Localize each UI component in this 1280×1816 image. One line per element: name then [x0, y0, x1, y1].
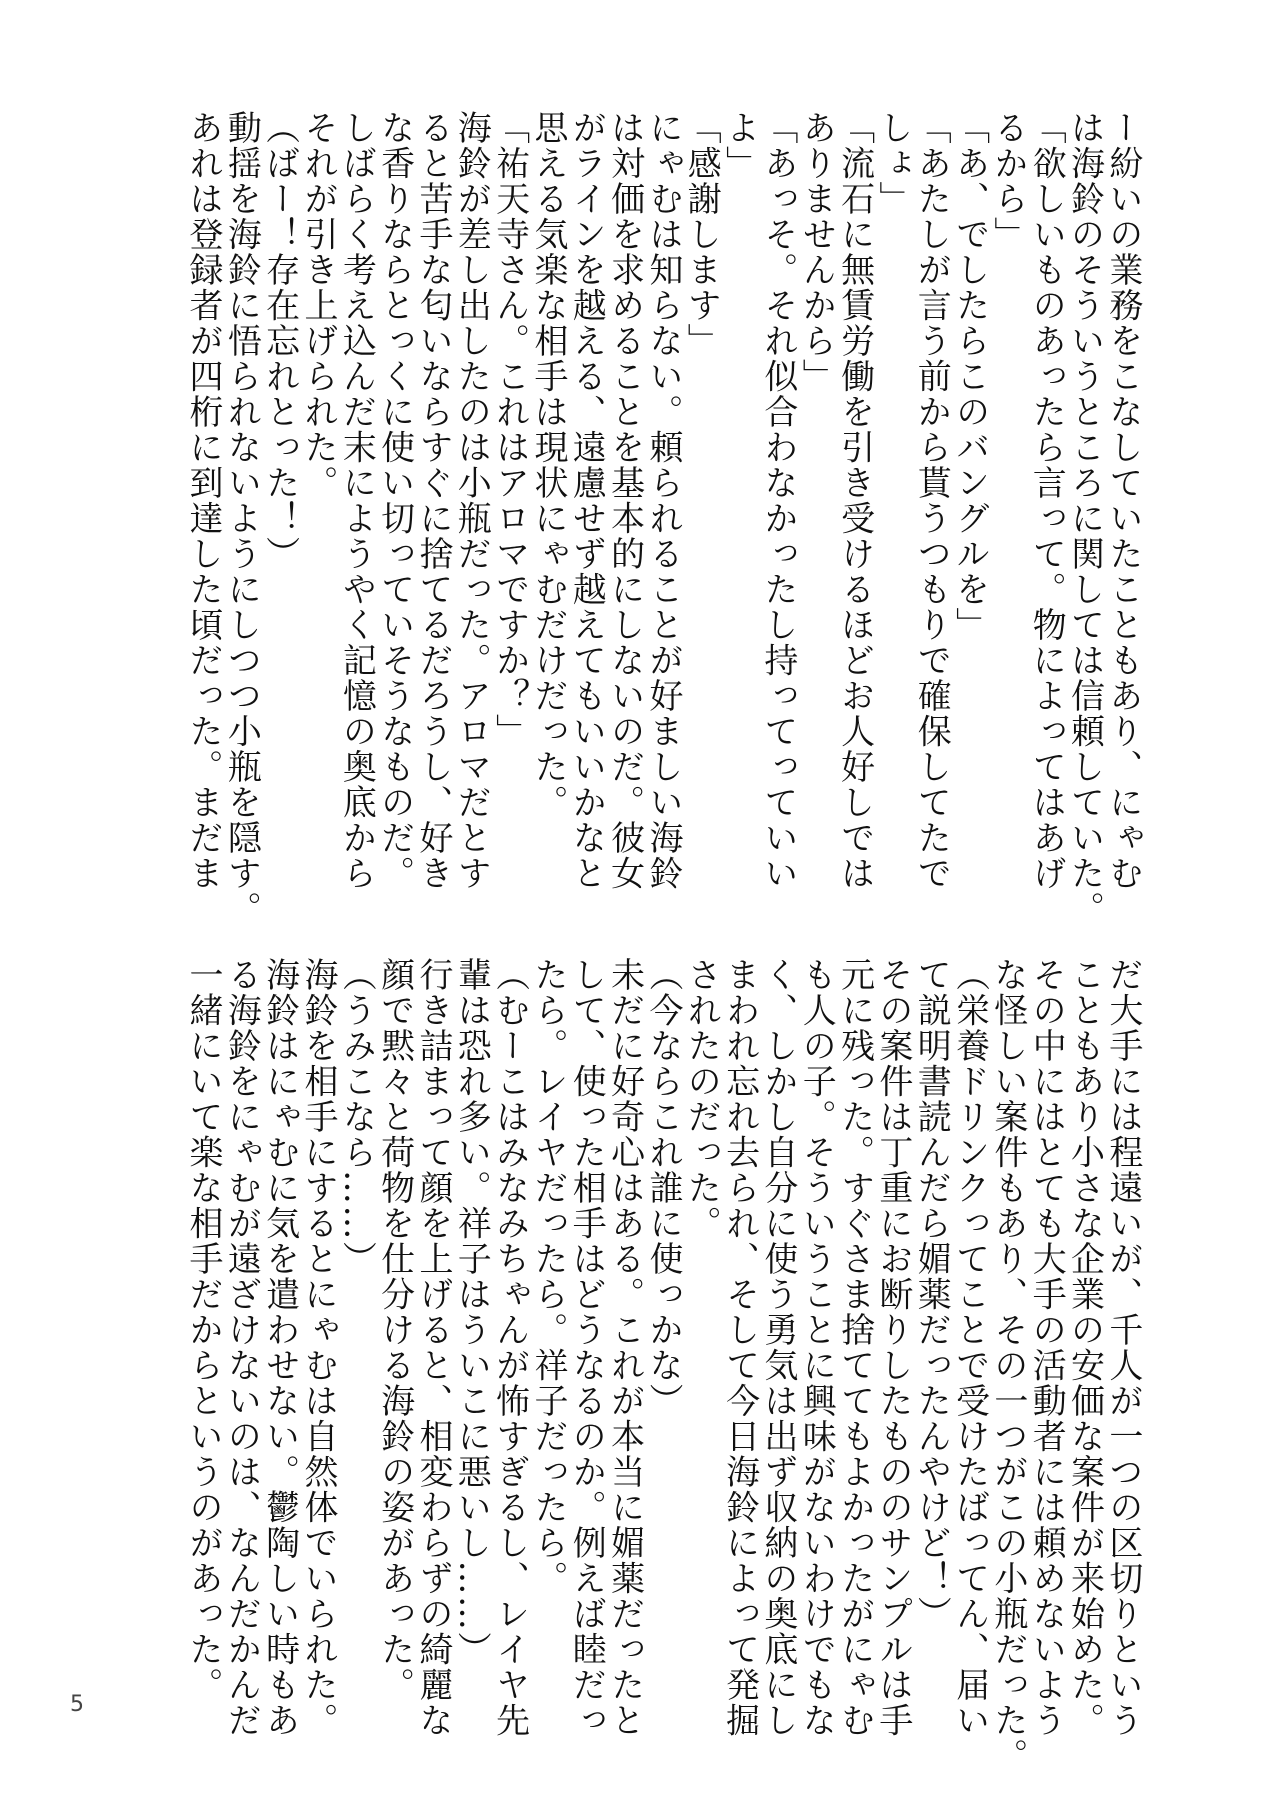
- text-column: （むーこはみなみちゃんが怖すぎるし、レイヤ先: [489, 957, 530, 1738]
- text-column: 顔で黙々と荷物を仕分ける海鈴の姿があった。: [374, 957, 415, 1703]
- text-column: な香りならとっくに使い切っていそうなものだ。: [374, 110, 415, 891]
- text-column: がラインを越える、遠慮せず越えてもいいかなと: [566, 110, 607, 891]
- text-column: 「感謝します」: [681, 110, 722, 359]
- text-column: よ」: [719, 110, 760, 181]
- text-column: 海鈴はにゃむに気を遣わせない。鬱陶しい時もあ: [259, 957, 300, 1738]
- text-column: だ大手には程遠いが、千人が一つの区切りという: [1102, 957, 1143, 1738]
- text-column: て説明書読んだら媚薬だったんやけど！）: [911, 957, 952, 1632]
- text-column: されたのだった。: [681, 957, 722, 1241]
- text-column: しょ」: [872, 110, 913, 217]
- text-column: 海鈴が差し出したのは小瓶だった。アロマだとす: [451, 110, 492, 891]
- text-column: く、しかし自分に使う勇気は出ず収納の奥底にし: [757, 957, 798, 1738]
- text-column: ー紛いの業務をこなしていたこともあり、にゃむ: [1102, 110, 1143, 891]
- text-column: は対価を求めることを基本的にしないのだ。彼女: [604, 110, 645, 891]
- text-column: は海鈴のそういうところに関しては信頼していた。: [1064, 110, 1105, 927]
- text-column: その中にはとても大手の活動者には頼めないよう: [1026, 957, 1067, 1738]
- text-column: にゃむは知らない。頼られることが好ましい海鈴: [642, 110, 683, 891]
- text-column: 元に残った。すぐさま捨ててもよかったがにゃむ: [834, 957, 875, 1738]
- text-column: しばらく考え込んだ末にようやく記憶の奥底から: [336, 110, 377, 891]
- text-column: （今ならこれ誰に使っかな）: [642, 957, 683, 1419]
- text-column: まわれ忘れ去られ、そして今日海鈴によって発掘: [719, 957, 760, 1738]
- text-column: 海鈴を相手にするとにゃむは自然体でいられた。: [297, 957, 338, 1738]
- text-column: 行き詰まって顔を上げると、相変わらずの綺麗な: [412, 957, 453, 1738]
- text-column: ると苦手な匂いならすぐに捨てるだろうし、好き: [412, 110, 453, 891]
- bottom-text-block: [183, 957, 1143, 1774]
- text-column: （ばー！存在忘れとった！）: [259, 110, 300, 572]
- text-column: その案件は丁重にお断りしたもののサンプルは手: [872, 957, 913, 1738]
- text-column: して、使った相手はどうなるのか。例えば睦だっ: [566, 957, 607, 1738]
- text-column: 「祐天寺さん。これはアロマですか？」: [489, 110, 530, 749]
- text-column: る海鈴をにゃむが遠ざけないのは、なんだかんだ: [221, 957, 262, 1738]
- text-column: 動揺を海鈴に悟られないようにしつつ小瓶を隠す。: [221, 110, 262, 927]
- text-column: 「あっそ。それ似合わなかったし持ってっていい: [757, 110, 798, 891]
- text-column: あれは登録者が四桁に到達した頃だった。まだま: [183, 110, 223, 891]
- page-number: 5: [70, 1692, 84, 1717]
- text-column: （栄養ドリンクってことで受けたばってん、届い: [949, 957, 990, 1738]
- top-text-block: [183, 110, 1143, 927]
- text-column: こともあり小さな企業の安価な案件が来始めた。: [1064, 957, 1105, 1738]
- text-column: 「流石に無賃労働を引き受けるほどお人好しでは: [834, 110, 875, 891]
- text-column: （うみこなら……）: [336, 957, 377, 1277]
- text-column: るから」: [987, 110, 1028, 252]
- text-column: 輩は恐れ多い。祥子はういこに悪いし……）: [451, 957, 492, 1667]
- text-column: な怪しい案件もあり、その一つがこの小瓶だった。: [987, 957, 1028, 1774]
- text-column: 未だに好奇心はある。これが本当に媚薬だったと: [604, 957, 645, 1738]
- text-column: 「あたしが言う前から貰うつもりで確保してたで: [911, 110, 952, 891]
- text-column: 一緒にいて楽な相手だからというのがあった。: [183, 957, 223, 1703]
- text-column: 思える気楽な相手は現状にゃむだけだった。: [527, 110, 568, 820]
- text-column: それが引き上げられた。: [297, 110, 338, 501]
- text-column: 「あ、でしたらこのバングルを」: [949, 110, 990, 643]
- text-column: も人の子。そういうことに興味がないわけでもな: [796, 957, 837, 1738]
- text-column: 「欲しいものあったら言って。物によってはあげ: [1026, 110, 1067, 891]
- text-column: たら。レイヤだったら。祥子だったら。: [527, 957, 568, 1596]
- text-column: ありませんから」: [796, 110, 837, 394]
